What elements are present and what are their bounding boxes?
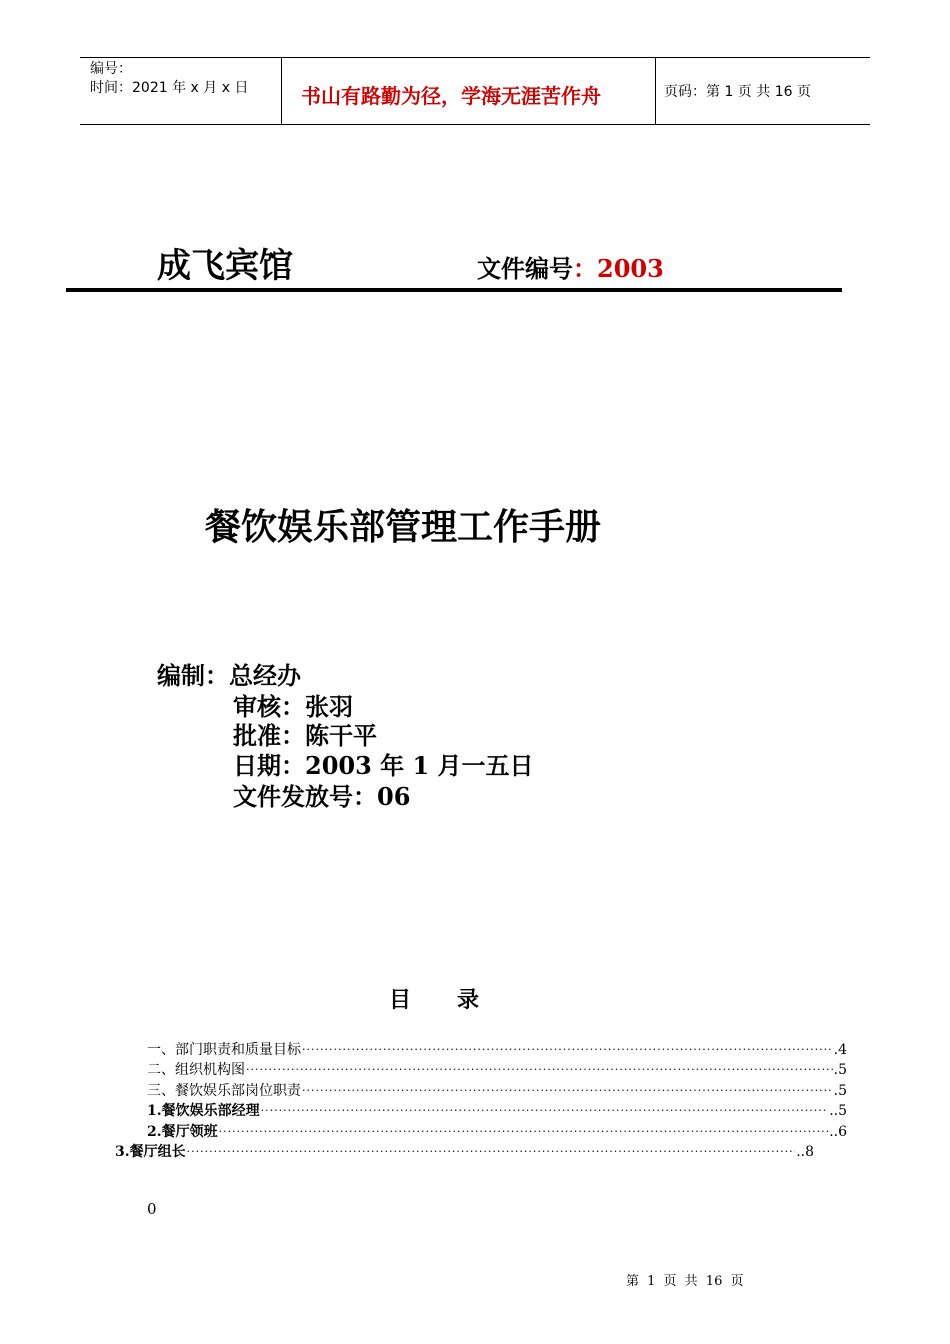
header-bottom-border: [80, 124, 870, 125]
toc-item-label: 1.餐饮娱乐部经理: [147, 1103, 260, 1119]
toc-item[interactable]: [147, 1123, 847, 1141]
toc-leader-dots: [302, 1041, 833, 1059]
credit-issue-number: 文件发放号：06: [233, 782, 411, 811]
toc-item-page: ..6: [829, 1124, 847, 1140]
toc-leader-dots: [302, 1082, 833, 1100]
header-page-code: 页码：第 1 页 共 16 页: [664, 84, 811, 100]
manual-title: 餐饮娱乐部管理工作手册: [205, 506, 602, 548]
credit-date: 日期：2003 年 1 月一五日: [233, 751, 534, 780]
toc-leader-dots: [187, 1143, 796, 1161]
toc-item[interactable]: [147, 1041, 847, 1059]
toc-item-page: .5: [833, 1083, 847, 1099]
toc-leader-dots: [261, 1102, 829, 1120]
credit-compiled: 编制：总经办: [157, 661, 301, 690]
credit-reviewed: 审核：张羽: [233, 692, 353, 721]
file-number: [477, 249, 664, 284]
credit-approved: 批准：陈干平: [233, 721, 377, 750]
page-footer: 第 1 页 共 16 页: [626, 1274, 744, 1289]
toc-item-page: .5: [833, 1062, 847, 1078]
toc-item-label: 三、餐饮娱乐部岗位职责: [147, 1083, 301, 1099]
toc-item-label: 二、组织机构图: [147, 1062, 245, 1078]
toc-item[interactable]: [147, 1082, 847, 1100]
toc-item-page: ..5: [829, 1103, 847, 1119]
header-time-label: 时间：2021 年 x 月 x 日: [90, 80, 249, 96]
toc-item-label: 2.餐厅领班: [147, 1124, 218, 1140]
toc-leader-dots: [246, 1061, 833, 1079]
toc-item[interactable]: [115, 1143, 814, 1161]
stray-zero: 0: [147, 1200, 157, 1218]
toc-item-page: ..8: [796, 1144, 814, 1160]
header-divider-right: [655, 57, 656, 124]
toc-item-label: 3.餐厅组长: [115, 1144, 186, 1160]
header-divider-left: [281, 57, 282, 124]
toc-item[interactable]: [147, 1102, 847, 1120]
header-top-border: [80, 57, 870, 58]
header-number-label: 编号：: [90, 61, 132, 77]
title-rule: [66, 288, 842, 292]
file-number-label: 文件编号: [477, 254, 573, 283]
toc-leader-dots: [219, 1123, 829, 1141]
toc-item-page: .4: [833, 1042, 847, 1058]
header-motto: 书山有路勤为径，学海无涯苦作舟: [301, 84, 601, 108]
hotel-name: 成飞宾馆: [157, 246, 293, 286]
file-number-value: ：2003: [573, 254, 664, 283]
toc-heading: 目 录: [389, 987, 479, 1013]
toc-item-label: 一、部门职责和质量目标: [147, 1042, 301, 1058]
toc-item[interactable]: [147, 1061, 847, 1079]
